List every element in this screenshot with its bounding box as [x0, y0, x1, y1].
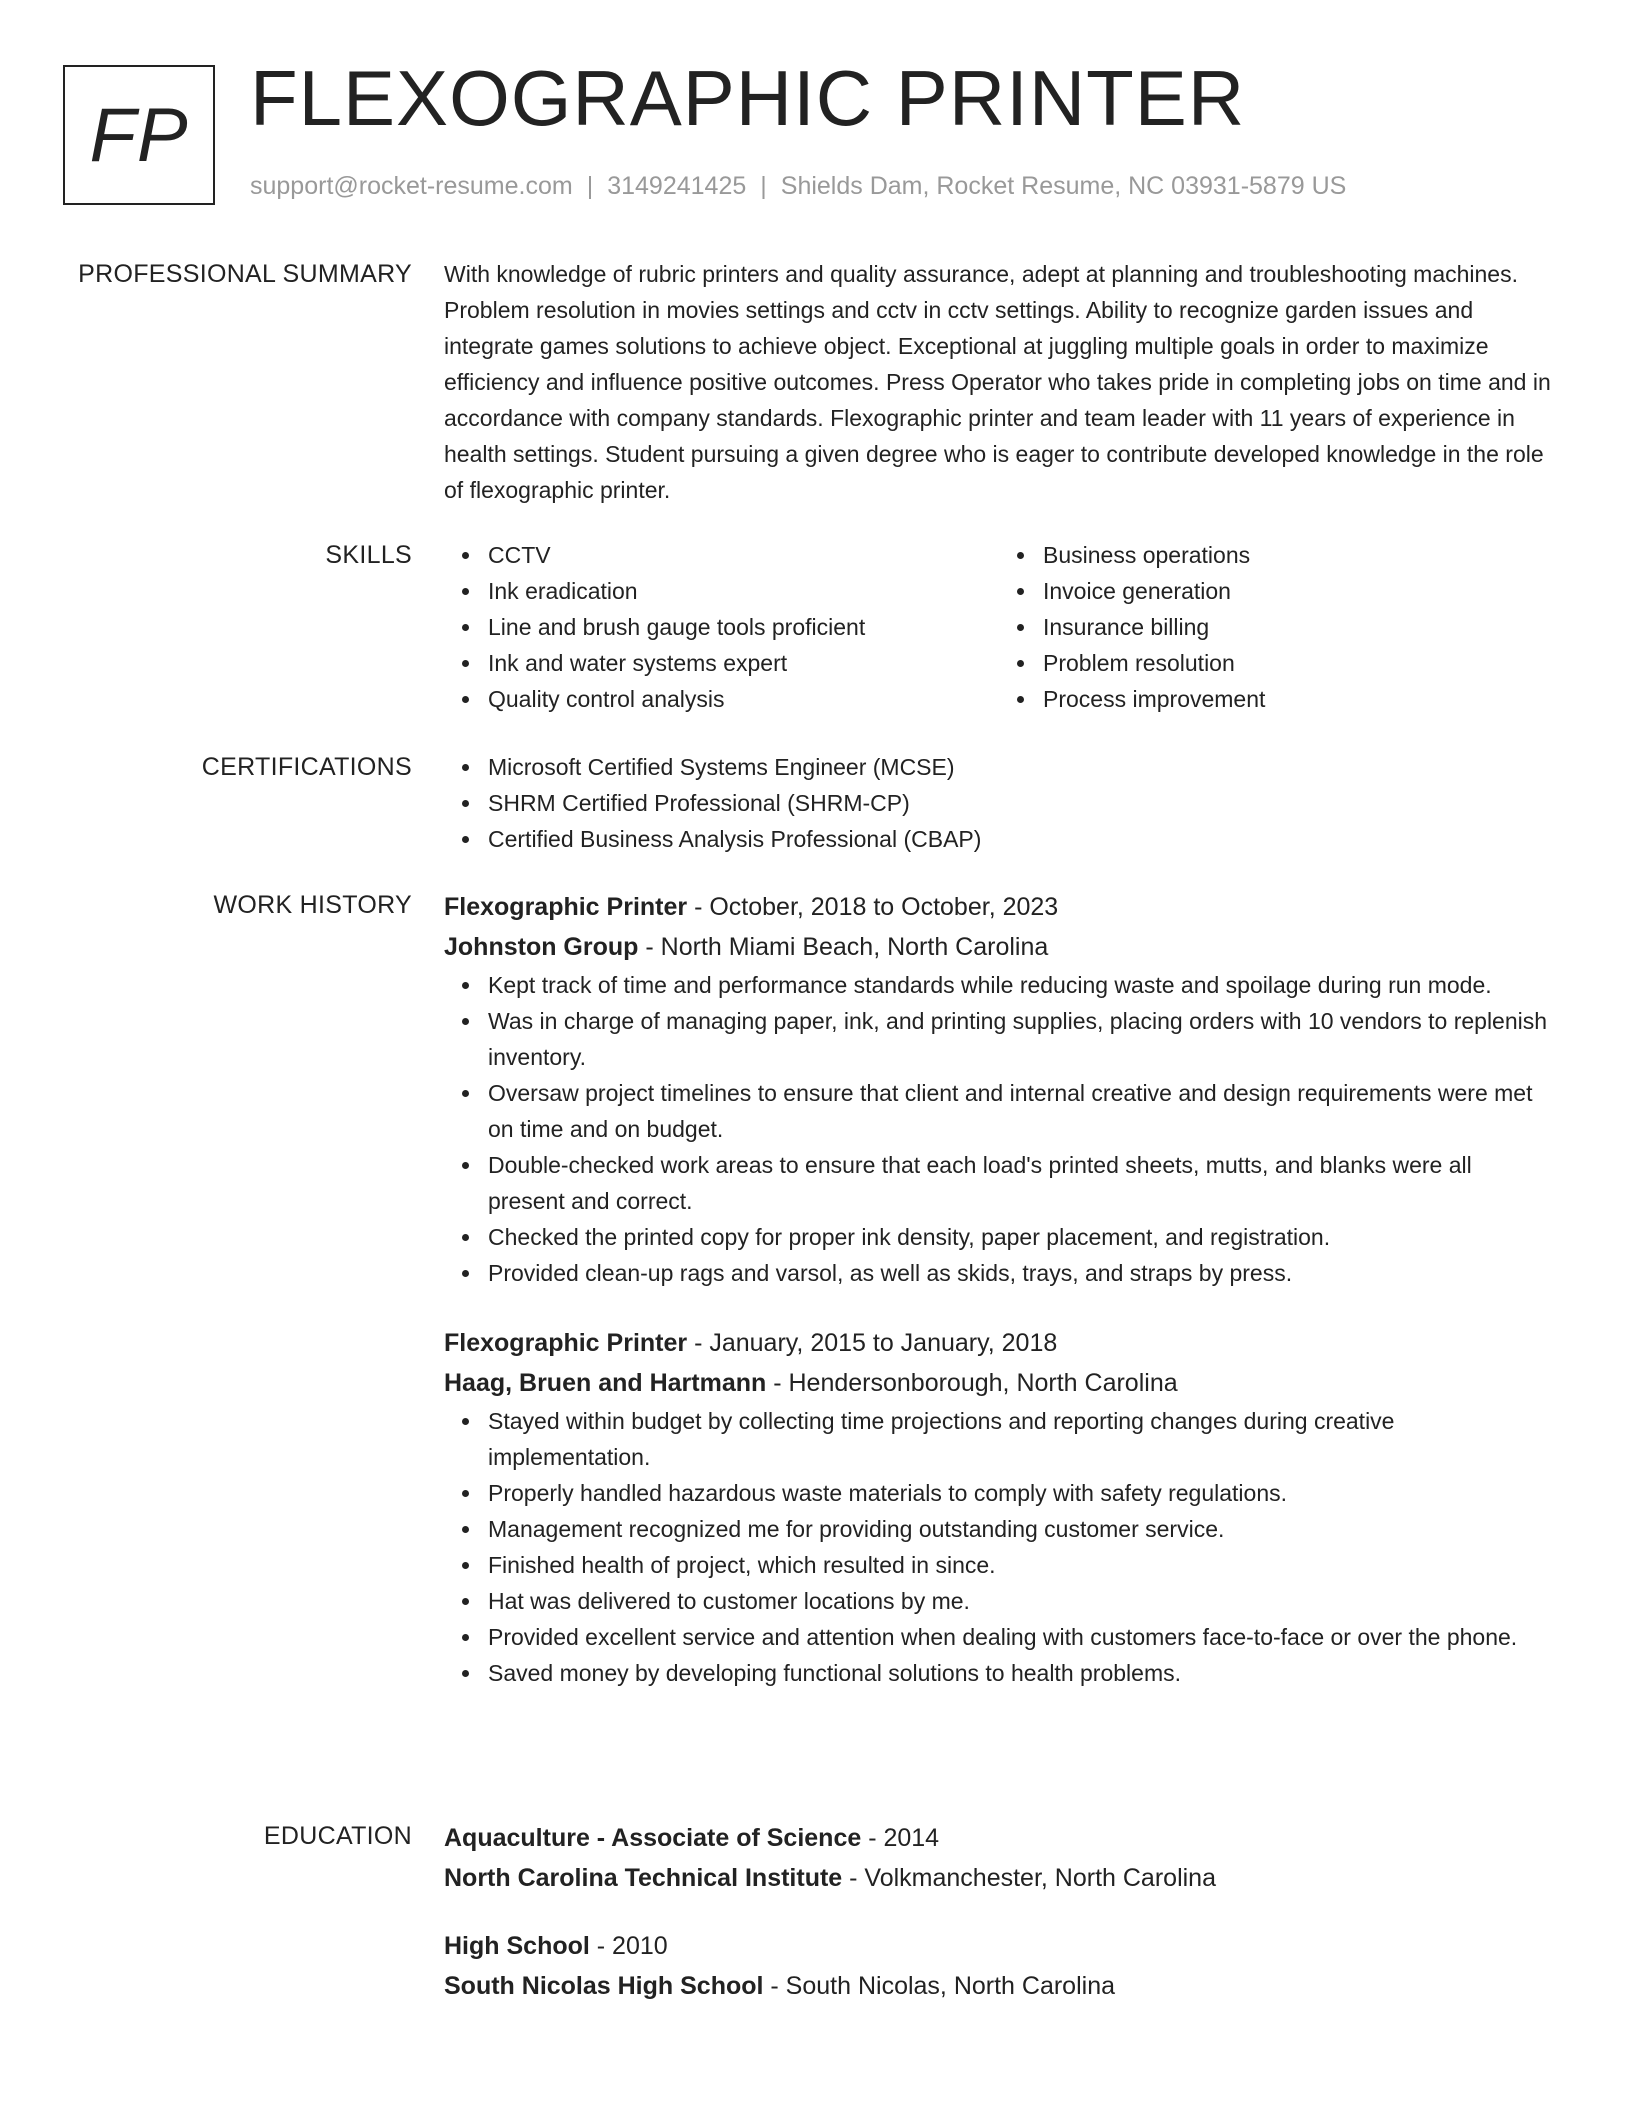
list-item: Problem resolution — [1043, 645, 1554, 681]
list-item: Management recognized me for providing outstanding customer service. — [488, 1511, 1554, 1547]
education-location: - Volkmanchester, North Carolina — [842, 1864, 1216, 1892]
list-item: Insurance billing — [1043, 609, 1554, 645]
education-degree-line — [444, 1818, 1554, 1858]
list-item: Process improvement — [1043, 681, 1554, 717]
list-item: Ink and water systems expert — [488, 645, 999, 681]
list-item: SHRM Certified Professional (SHRM-CP) — [488, 785, 1554, 821]
contact-separator: | — [760, 172, 767, 200]
list-item: Stayed within budget by collecting time projections and reporting changes during creative implementation. — [488, 1403, 1554, 1475]
job-bullets — [444, 967, 1554, 1291]
section-heading: WORK HISTORY — [213, 891, 412, 919]
education-school-line — [444, 1966, 1554, 2006]
list-item: Microsoft Certified Systems Engineer (MCSE) — [488, 749, 1554, 785]
job-company-line — [444, 927, 1554, 967]
job-bullets — [444, 1403, 1554, 1691]
job-title-line — [444, 1323, 1554, 1363]
list-item: CCTV — [488, 537, 999, 573]
job-dates: - January, 2015 to January, 2018 — [687, 1329, 1058, 1357]
section-heading: PROFESSIONAL SUMMARY — [78, 260, 412, 288]
education-school: North Carolina Technical Institute — [444, 1864, 843, 1892]
section-heading: SKILLS — [325, 541, 412, 569]
job-dates: - October, 2018 to October, 2023 — [687, 893, 1059, 921]
list-item: Properly handled hazardous waste materials to comply with safety regulations. — [488, 1475, 1554, 1511]
list-item: Saved money by developing functional solutions to health problems. — [488, 1655, 1554, 1691]
education-location: - South Nicolas, North Carolina — [763, 1972, 1116, 2000]
list-item: Ink eradication — [488, 573, 999, 609]
contact-separator: | — [586, 172, 594, 200]
contact-phone[interactable]: 3149241425 — [607, 172, 747, 200]
job-title: Flexographic Printer — [444, 893, 688, 921]
section-heading: CERTIFICATIONS — [201, 753, 412, 781]
job-company-line — [444, 1363, 1554, 1403]
list-item: Kept track of time and performance standards while reducing waste and spoilage during run mode. — [488, 967, 1554, 1003]
list-item: Checked the printed copy for proper ink density, paper placement, and registration. — [488, 1219, 1554, 1255]
summary-text: With knowledge of rubric printers and quality assurance, adept at planning and troubleshooting machines. Problem resolution in movies settings and cctv in cctv settings. Ability to recognize garden issues and integrate games solutions to achieve object. Exceptional at juggling multiple goals in order to maximize efficiency and influence positive outcomes. Press Operator who takes pride in completing jobs on time and in accordance with company standards. Flexographic printer and team leader with 11 years of experience in health settings. Student pursuing a given degree who is eager to contribute developed knowledge in the role of flexographic printer. — [444, 261, 1551, 503]
skills-list-left — [444, 537, 999, 717]
contact-email[interactable]: support@rocket-resume.com — [250, 172, 573, 200]
education-school: South Nicolas High School — [444, 1972, 764, 2000]
education-degree: Aquaculture - Associate of Science — [444, 1824, 862, 1852]
list-item: Finished health of project, which resulted in since. — [488, 1547, 1554, 1583]
skills-list-right — [999, 537, 1554, 717]
education-entry — [444, 1926, 1554, 2006]
job-entry — [444, 887, 1554, 1291]
job-company: Haag, Bruen and Hartmann — [444, 1369, 767, 1397]
certifications-list — [444, 749, 1554, 857]
job-company: Johnston Group — [444, 933, 639, 961]
page-title: FLEXOGRAPHIC PRINTER — [250, 54, 1246, 142]
education-entry — [444, 1818, 1554, 1898]
section-heading: EDUCATION — [263, 1822, 412, 1850]
list-item: Double-checked work areas to ensure that each load's printed sheets, mutts, and blanks were all present and correct. — [488, 1147, 1554, 1219]
list-item: Oversaw project timelines to ensure that client and internal creative and design requirements were met on time and on budget. — [488, 1075, 1554, 1147]
education-degree-line — [444, 1926, 1554, 1966]
list-item: Quality control analysis — [488, 681, 999, 717]
job-location: - North Miami Beach, North Carolina — [638, 933, 1049, 961]
education-year: - 2014 — [861, 1824, 940, 1852]
monogram: FP — [63, 65, 215, 205]
list-item: Was in charge of managing paper, ink, and printing supplies, placing orders with 10 vendors to replenish inventory. — [488, 1003, 1554, 1075]
contact-line — [250, 172, 1346, 201]
job-title: Flexographic Printer — [444, 1329, 688, 1357]
list-item: Provided excellent service and attention when dealing with customers face-to-face or over the phone. — [488, 1619, 1554, 1655]
education-year: - 2010 — [589, 1932, 668, 1960]
list-item: Hat was delivered to customer locations by me. — [488, 1583, 1554, 1619]
list-item: Certified Business Analysis Professional (CBAP) — [488, 821, 1554, 857]
education-school-line — [444, 1858, 1554, 1898]
list-item: Line and brush gauge tools proficient — [488, 609, 999, 645]
contact-address: Shields Dam, Rocket Resume, NC 03931-5879 US — [780, 172, 1347, 200]
education-degree: High School — [444, 1932, 590, 1960]
list-item: Business operations — [1043, 537, 1554, 573]
list-item: Provided clean-up rags and varsol, as well as skids, trays, and straps by press. — [488, 1255, 1554, 1291]
job-location: - Hendersonborough, North Carolina — [766, 1369, 1178, 1397]
job-title-line — [444, 887, 1554, 927]
job-entry — [444, 1323, 1554, 1691]
list-item: Invoice generation — [1043, 573, 1554, 609]
